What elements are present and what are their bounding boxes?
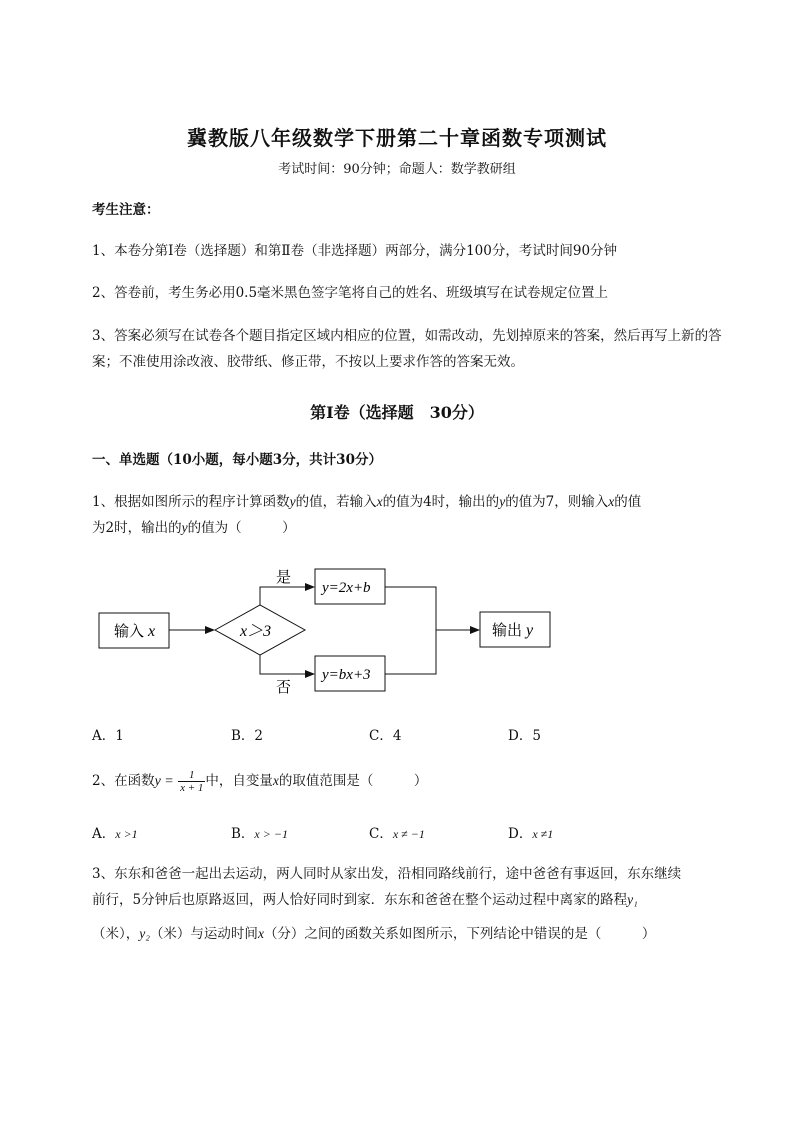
q2-frac-num: 1 bbox=[178, 769, 205, 782]
q3-line3 bbox=[92, 922, 655, 946]
q1-option-c[interactable]: C．4 bbox=[369, 728, 402, 744]
q3-y1: y₁ bbox=[627, 892, 638, 907]
q3-line3-a: （米）， bbox=[92, 926, 140, 942]
q2-option-a-letter: A． bbox=[92, 826, 116, 842]
flow-input-var: x bbox=[148, 623, 156, 640]
flow-no-label: 否 bbox=[276, 678, 292, 696]
q3-line2 bbox=[92, 888, 638, 912]
q1-var-y: y bbox=[289, 494, 296, 509]
notice-item-1: 1、本卷分第I卷（选择题）和第Ⅱ卷（非选择题）两部分，满分100分，考试时间90分钟 bbox=[92, 243, 618, 259]
flow-bottom-formula: y=bx+3 bbox=[322, 667, 371, 683]
q1-option-b[interactable]: B．2 bbox=[231, 728, 264, 744]
flow-input-label: 输入 bbox=[114, 622, 145, 640]
part1-title: 第I卷（选择题 30分） bbox=[310, 403, 484, 422]
q1-option-a[interactable]: A．1 bbox=[92, 728, 124, 744]
q3-line3-b: （米）与运动时间 bbox=[149, 926, 258, 942]
q2-var: x bbox=[272, 773, 279, 788]
q1-text-a: 1、根据如图所示的程序计算函数 bbox=[92, 494, 290, 510]
q2-option-d[interactable] bbox=[508, 822, 553, 842]
q1-text-c: 的值为4时，输出的 bbox=[382, 494, 500, 510]
q2-line bbox=[92, 766, 427, 797]
flow-condition-text: x＞3 bbox=[240, 623, 272, 640]
q2-func-lhs: y = bbox=[154, 774, 174, 789]
q2-option-b[interactable] bbox=[231, 822, 288, 842]
notice-item-2: 2、答卷前，考生务必用0.5毫米黑色签字笔将自己的姓名、班级填写在试卷规定位置上 bbox=[92, 285, 609, 301]
q1-text-e: 的值 bbox=[614, 494, 642, 510]
q2-frac-den: x + 1 bbox=[180, 782, 204, 794]
q1-var-y3: y bbox=[181, 520, 188, 535]
notice-item-3: 3、答案必须写在试卷各个题目指定区域内相应的位置，如需改动，先划掉原来的答案，然后再写上新的答案；不准使用涂改液、胶带纸、修正带，不按以上要求作答的答案无效。 bbox=[92, 328, 722, 370]
q3-line2-a: 前行，5分钟后也原路返回，两人恰好同时到家．东东和爸爸在整个运动过程中离家的路程 bbox=[92, 892, 628, 908]
flow-output-var: y bbox=[526, 622, 534, 639]
q2-fraction bbox=[178, 769, 205, 794]
section-heading: 一、单选题（10小题，每小题3分，共计30分） bbox=[92, 452, 382, 468]
page-title: 冀教版八年级数学下册第二十章函数专项测试 bbox=[187, 126, 607, 150]
q1-text-d: 的值为7，则输入 bbox=[505, 494, 609, 510]
q1-option-d[interactable]: D．5 bbox=[508, 728, 541, 744]
q2-option-a-expr: x >1 bbox=[115, 827, 138, 841]
q2-option-c-expr: x ≠ −1 bbox=[392, 827, 425, 841]
q1-var-x: x bbox=[376, 494, 383, 509]
q1-flowchart bbox=[90, 560, 570, 710]
flow-top-formula: y=2x+b bbox=[322, 580, 371, 596]
q1-line2 bbox=[92, 516, 296, 540]
notice-heading: 考生注意： bbox=[92, 202, 160, 218]
q2-text-a: 2、在函数 bbox=[92, 773, 155, 789]
flow-output-label: 输出 bbox=[492, 621, 523, 639]
q1-line2-b: 的值为（ ） bbox=[187, 520, 296, 536]
q2-option-c[interactable] bbox=[369, 822, 425, 842]
q2-option-c-letter: C． bbox=[369, 826, 393, 842]
q3-line3-c: （分）之间的函数关系如图所示，下列结论中错误的是（ ） bbox=[263, 926, 656, 942]
q2-option-d-expr: x ≠1 bbox=[532, 827, 554, 841]
q1-line1 bbox=[92, 490, 641, 514]
page-subtitle: 考试时间：90分钟；命题人：数学教研组 bbox=[278, 162, 516, 177]
flow-no-path bbox=[260, 655, 314, 674]
q2-option-a[interactable] bbox=[92, 822, 138, 842]
q3-x: x bbox=[257, 926, 264, 941]
q3-y2: y₂ bbox=[139, 926, 150, 941]
q1-text-b: 的值，若输入 bbox=[295, 494, 377, 510]
q1-var-y2: y bbox=[499, 494, 506, 509]
flow-merge-path bbox=[385, 587, 436, 674]
q2-text-b: 中，自变量 bbox=[205, 773, 273, 789]
q3-line1: 3、东东和爸爸一起出去运动，两人同时从家出发，沿相同路线前行，途中爸爸有事返回，东东继续 bbox=[92, 866, 682, 882]
q1-var-x2: x bbox=[608, 494, 615, 509]
flow-yes-label: 是 bbox=[276, 568, 292, 586]
q2-option-b-expr: x > −1 bbox=[254, 827, 288, 841]
q2-option-b-letter: B． bbox=[231, 826, 255, 842]
q1-line2-a: 为2时，输出的 bbox=[92, 520, 182, 536]
q2-option-d-letter: D． bbox=[508, 826, 533, 842]
q2-text-c: 的取值范围是（ ） bbox=[278, 773, 428, 789]
flow-yes-path bbox=[260, 587, 314, 605]
